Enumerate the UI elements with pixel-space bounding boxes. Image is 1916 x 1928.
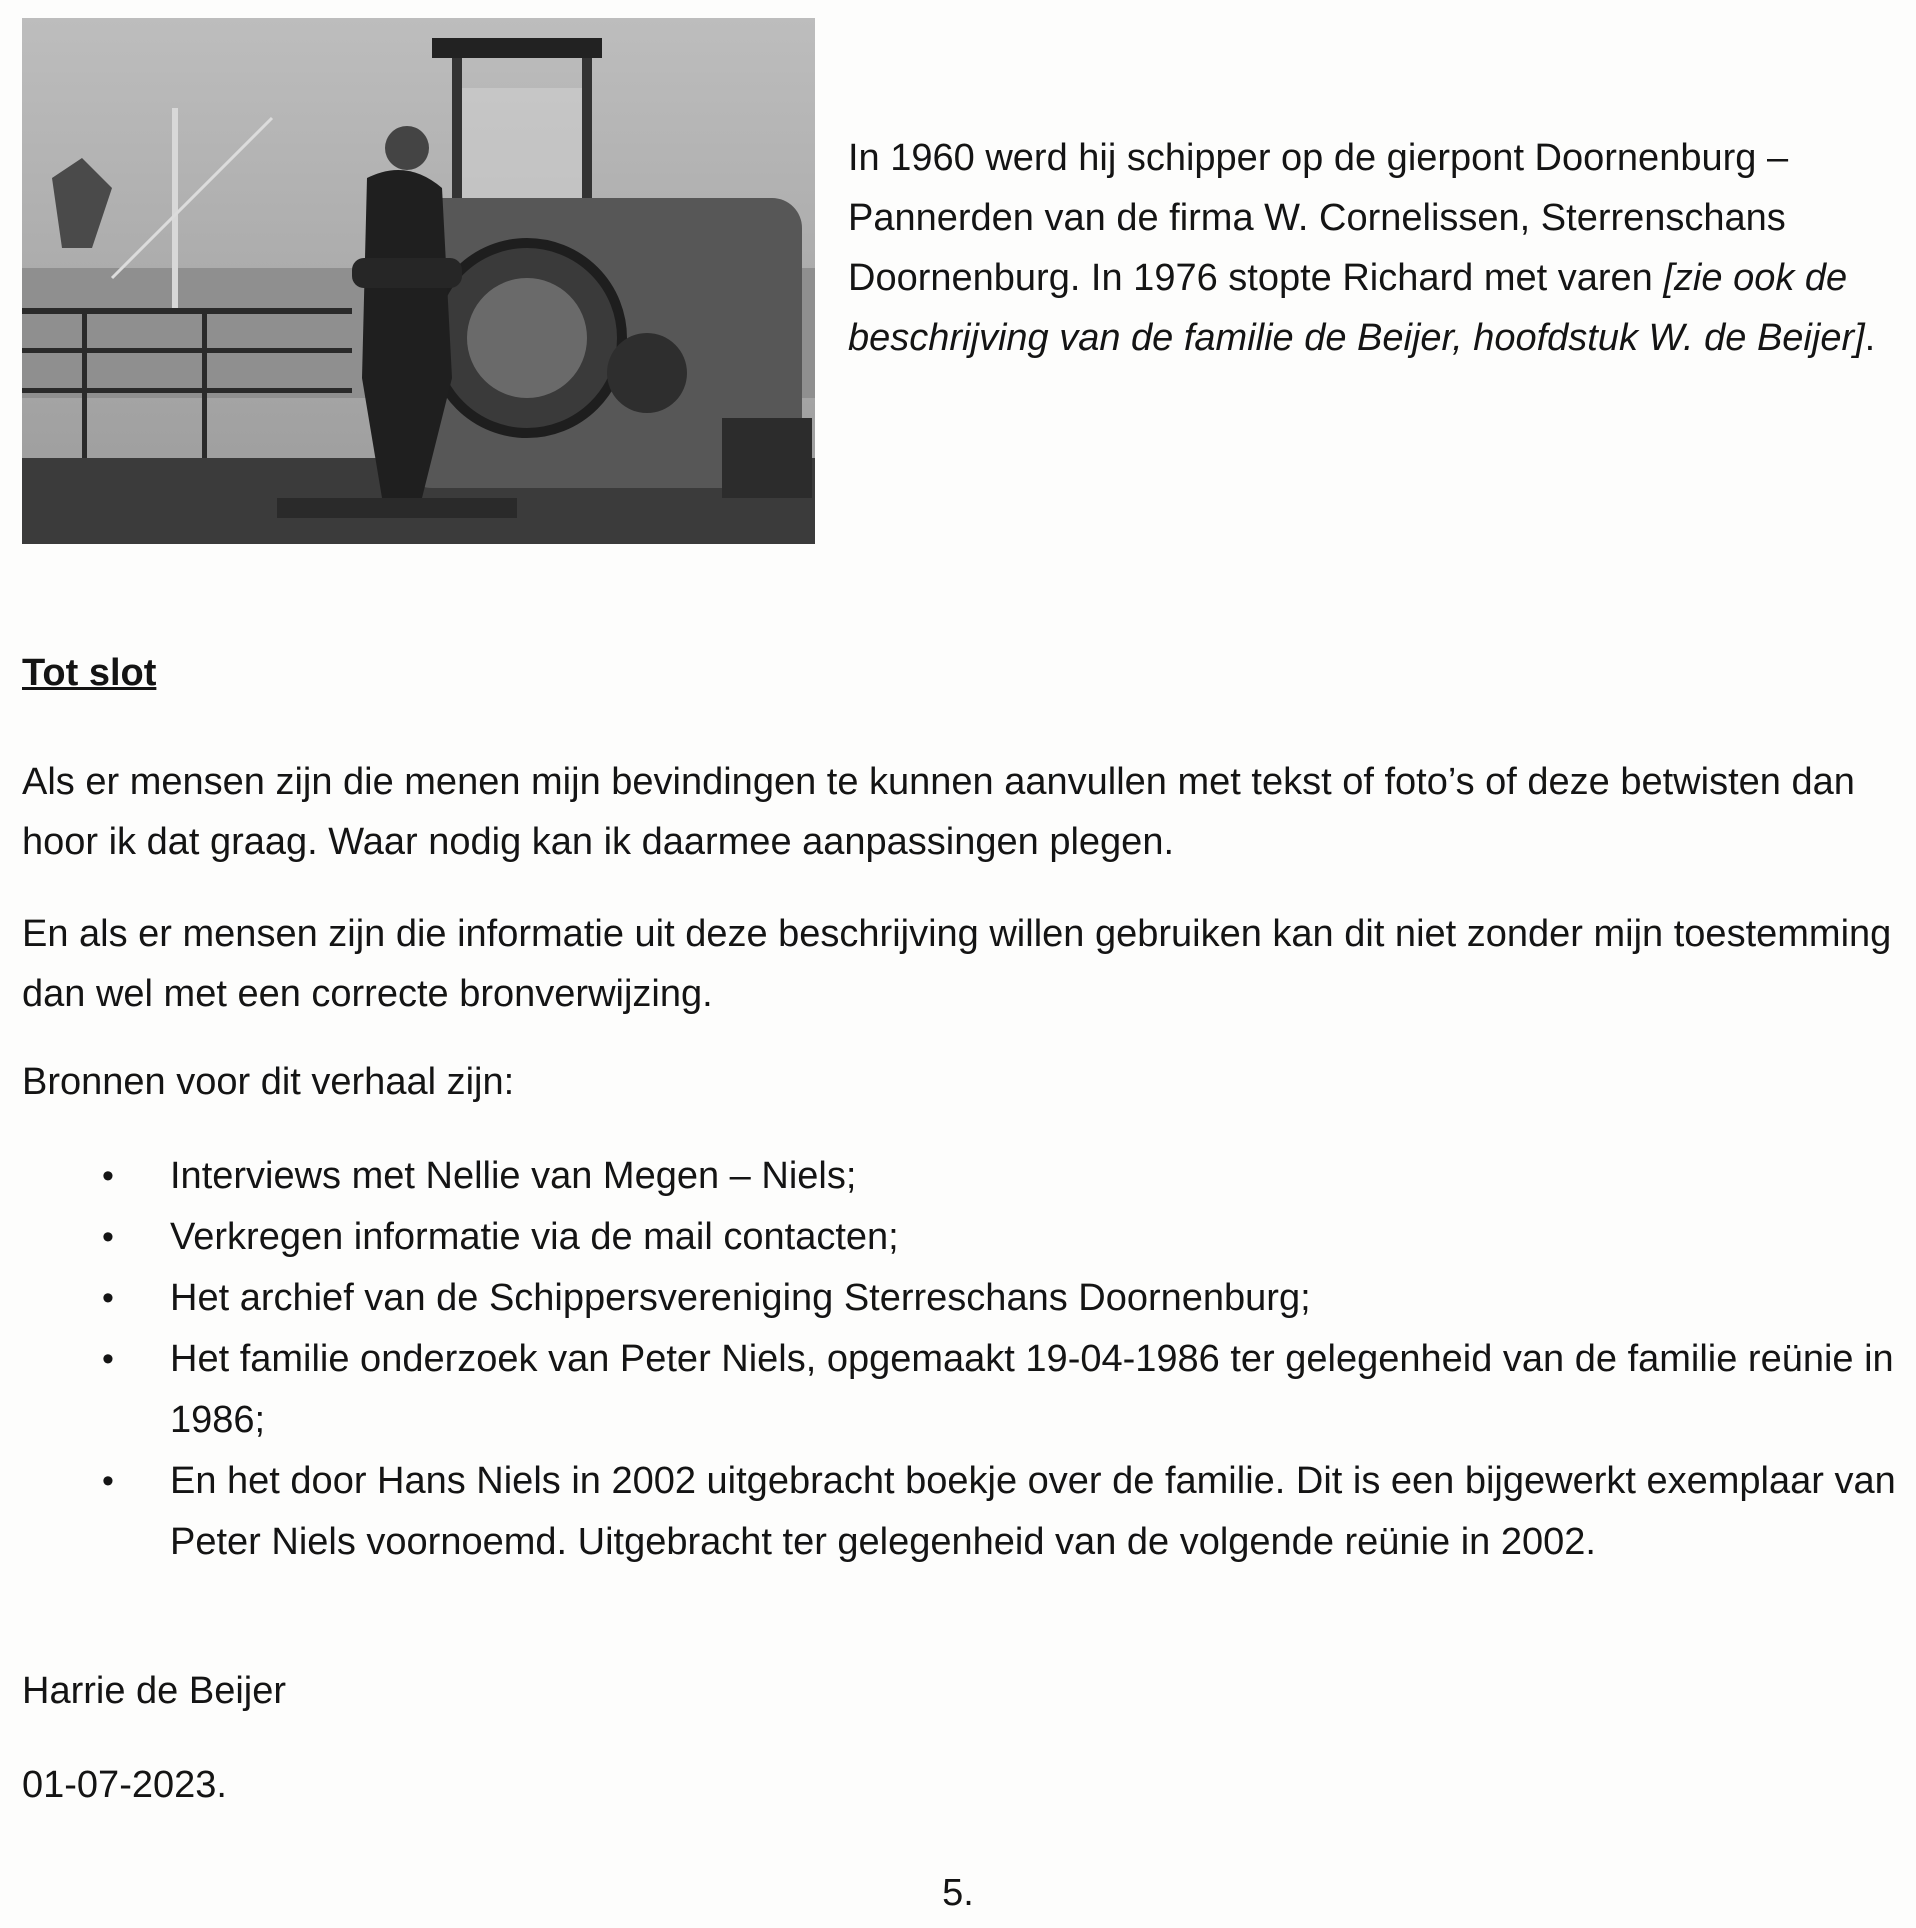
- list-item: [22, 1451, 1902, 1573]
- bullet-icon: •: [102, 1340, 114, 1378]
- source-text: Het archief van de Schippersvereniging Sterreschans Doornenburg;: [170, 1277, 1311, 1319]
- closing-paragraph-2: En als er mensen zijn die informatie uit deze beschrijving willen gebruiken kan dit niet zonder mijn toestemming dan wel met een correcte bronverwijzing.: [22, 913, 1892, 1015]
- bullet-icon: •: [102, 1462, 114, 1500]
- author-signature: Harrie de Beijer: [22, 1670, 286, 1712]
- document-date: 01-07-2023.: [22, 1764, 227, 1806]
- intro-tail: .: [1864, 317, 1876, 359]
- source-text: Verkregen informatie via de mail contacten;: [170, 1216, 899, 1258]
- list-item: [22, 1207, 1902, 1268]
- intro-text: In 1960 werd hij schipper op de gierpont Doornenburg – Pannerden van de firma W. Cornelissen, Sterrenschans Doornenburg. In 1976 stopte Richard met varen: [848, 137, 1789, 299]
- page-number: 5.: [942, 1872, 974, 1914]
- list-item: [22, 1329, 1902, 1451]
- intro-paragraph: [848, 128, 1898, 368]
- sources-intro: Bronnen voor dit verhaal zijn:: [22, 1061, 515, 1103]
- ferry-photo-illustration: [22, 18, 815, 544]
- bullet-icon: •: [102, 1157, 114, 1195]
- sources-list: [22, 1146, 1902, 1573]
- bullet-icon: •: [102, 1279, 114, 1317]
- list-item: [22, 1268, 1902, 1329]
- bullet-icon: •: [102, 1218, 114, 1256]
- source-text: Het familie onderzoek van Peter Niels, opgemaakt 19-04-1986 ter gelegenheid van de familie reünie in 1986;: [170, 1338, 1894, 1441]
- intro-italic-note: [zie ook de beschrijving van de familie de Beijer, hoofdstuk W. de Beijer]: [848, 257, 1865, 359]
- section-heading: Tot slot: [22, 652, 157, 694]
- closing-paragraph-1: Als er mensen zijn die menen mijn bevindingen te kunnen aanvullen met tekst of foto’s of deze betwisten dan hoor ik dat graag. Waar nodig kan ik daarmee aanpassingen plegen.: [22, 761, 1855, 863]
- source-text: En het door Hans Niels in 2002 uitgebracht boekje over de familie. Dit is een bijgewerkt exemplaar van Peter Niels voornoemd. Uitgebracht ter gelegenheid van de volgende reünie in 2002.: [170, 1460, 1896, 1563]
- source-text: Interviews met Nellie van Megen – Niels;: [170, 1155, 857, 1197]
- ferry-photo: [22, 18, 815, 544]
- list-item: [22, 1146, 1902, 1207]
